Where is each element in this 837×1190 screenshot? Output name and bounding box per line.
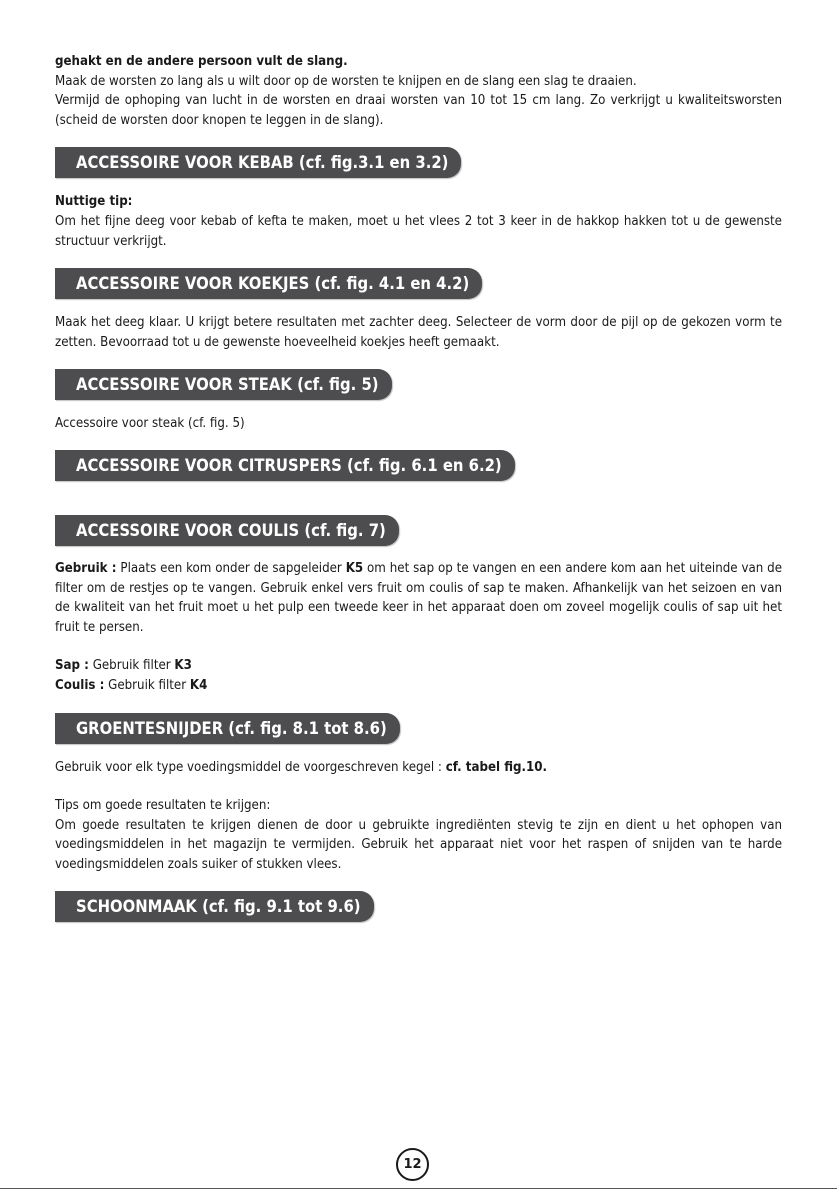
sap-filter: K3 <box>174 658 192 674</box>
sap-text: Gebruik filter <box>88 658 175 674</box>
coulis-label: Coulis : <box>55 677 105 693</box>
steak-text: Accessoire voor steak (cf. fig. 5) <box>55 416 245 432</box>
heading-koekjes: ACCESSOIRE VOOR KOEKJES (cf. fig. 4.1 en 4.2) <box>55 268 482 299</box>
kebab-tip-text: Om het fijne deeg voor kebab of kefta te maken, moet u het vlees 2 tot 3 keer in de hakkop hakken tot u de gewenste structuur verkrijgt. <box>55 213 782 249</box>
intro-section <box>55 52 782 130</box>
heading-coulis: ACCESSOIRE VOOR COULIS (cf. fig. 7) <box>55 515 399 546</box>
coulis-k5: K5 <box>345 560 364 576</box>
coulis-filter: K4 <box>189 677 208 693</box>
sap-line <box>55 656 782 676</box>
heading-schoonmaak: SCHOONMAAK (cf. fig. 9.1 tot 9.6) <box>55 891 374 922</box>
bottom-rule <box>0 1188 837 1189</box>
koekjes-section <box>55 313 782 352</box>
coulis-line <box>55 676 782 696</box>
intro-lead: gehakt en de andere persoon vult de slang. <box>55 54 348 69</box>
document-page <box>55 50 782 922</box>
coulis-usage-text-2: om het sap op te vangen en een andere kom aan het uiteinde van de filter om de restjes op te vangen. Gebruik enkel vers fruit om coulis of sap te maken. Afhankelijk van het seizoen en van de kwaliteit van het fruit moet u het pulp een tweede keer in het apparaat doen om zoveel mogelijk coulis of sap uit het fruit te persen. <box>55 560 782 635</box>
groente-tips-text: Om goede resultaten te krijgen dienen de door u gebruikte ingrediënten stevig te zijn en dient u het ophopen van voedingsmiddelen in het magazijn te vermijden. Gebruik het apparaat niet voor het raspen of snijden van te harde voedingsmiddelen zoals suiker of stukken vlees. <box>55 817 782 872</box>
groente-usage-text: Gebruik voor elk type voedingsmiddel de voorgeschreven kegel : <box>55 759 446 775</box>
coulis-text: Gebruik filter <box>104 677 190 693</box>
koekjes-text: Maak het deeg klaar. U krijgt betere resultaten met zachter deeg. Selecteer de vorm door de pijl op de gekozen vorm te zetten. Bevoorraad tot u de gewenste hoeveelheid koekjes heeft gemaakt. <box>55 315 782 350</box>
heading-citruspers: ACCESSOIRE VOOR CITRUSPERS (cf. fig. 6.1 en 6.2) <box>55 450 515 481</box>
intro-line-2: Vermijd de ophoping van lucht in de worsten en draai worsten van 10 tot 15 cm lang. Zo verkrijgt u kwaliteitsworsten (scheid de worsten door knopen te leggen in de slang). <box>55 93 782 128</box>
page-number: 12 <box>396 1148 429 1181</box>
kebab-tip-label: Nuttige tip: <box>55 194 133 210</box>
steak-section <box>55 414 782 434</box>
sap-label: Sap : <box>55 658 89 674</box>
coulis-usage-text-1: Plaats een kom onder de sapgeleider <box>116 560 346 576</box>
intro-line-1: Maak de worsten zo lang als u wilt door op de worsten te knijpen en de slang een slag te draaien. <box>55 73 637 89</box>
groente-section <box>55 758 782 875</box>
kebab-section <box>55 192 782 251</box>
heading-kebab: ACCESSOIRE VOOR KEBAB (cf. fig.3.1 en 3.2) <box>55 147 461 178</box>
groente-tips-title: Tips om goede resultaten te krijgen: <box>55 798 271 814</box>
coulis-section <box>55 559 782 696</box>
coulis-usage-label: Gebruik : <box>55 560 117 576</box>
groente-usage-ref: cf. tabel fig.10. <box>445 759 548 775</box>
coulis-usage <box>55 559 782 637</box>
groente-usage <box>55 758 782 778</box>
heading-groentesnijder: GROENTESNIJDER (cf. fig. 8.1 tot 8.6) <box>55 713 400 744</box>
heading-steak: ACCESSOIRE VOOR STEAK (cf. fig. 5) <box>55 369 392 400</box>
